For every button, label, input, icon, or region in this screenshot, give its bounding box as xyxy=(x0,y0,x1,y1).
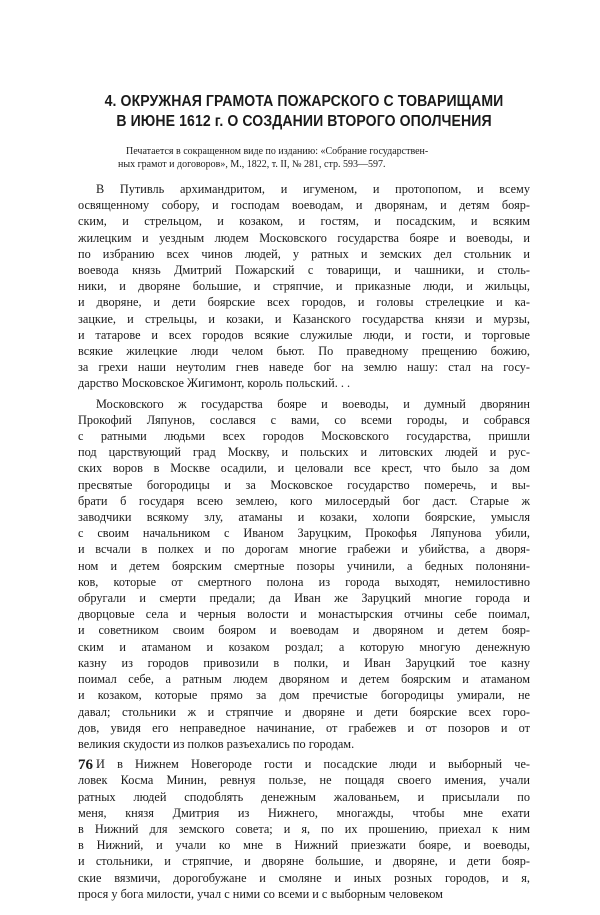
text-line: в Нижний для земского совета; и я, по их прошению, приехал к ним xyxy=(78,821,530,836)
text-line: и всчали в полкех и по дорогам многие грабежи и убийства, а дворя- xyxy=(78,542,530,557)
source-line-1: Печатается в сокращенном виде по изданию: «Собрание государствен- xyxy=(126,146,429,157)
title-line-1: 4. ОКРУЖНАЯ ГРАМОТА ПОЖАРСКОГО С ТОВАРИЩАМИ xyxy=(104,93,504,110)
text-line: Прокофий Ляпунов, сослався с вами, со всеми городы, и собрався xyxy=(78,412,530,427)
source-note xyxy=(118,146,530,171)
text-line: по избранию всех чинов людей, у ратных и земских дел стольник и xyxy=(78,246,530,261)
text-line: брати б государя всею землею, кого милосердый бог даст. Старые ж xyxy=(78,493,530,508)
text-line: давал; стольники ж и стряпчие и дворяне и дети боярские всех горо- xyxy=(78,704,530,719)
text-line: и козаком, которые прямо за дом пречистые богородицы умирали, не xyxy=(78,688,530,703)
text-line: за грехи наши неутолим гнев наведе бог на землю нашу: стал на госу- xyxy=(78,360,530,375)
text-line: пресвятые богородицы и за Московское государство померечь, и вы- xyxy=(78,477,530,492)
text-line: и дворяне, и дети боярские всех городов, и головы стрелецкие и ка- xyxy=(78,295,530,310)
text-line: в Нижний, и учали ко мне в Нижний приезжати бояре, и воеводы, xyxy=(78,838,530,853)
text-line: поимал себе, а ратным людем дворяном и детем боярским и атаманом xyxy=(78,672,530,687)
text-line: под царствующий град Москву, и польских и литовских людей и рус- xyxy=(78,445,530,460)
text-line: дворцовые села и черныя волости и монастырския отчины себе поимал, xyxy=(78,607,530,622)
title-line-2: В ИЮНЕ 1612 г. О СОЗДАНИИ ВТОРОГО ОПОЛЧЕНИЯ xyxy=(116,113,492,130)
text-line: ков, которые от смертного полона из города выходят, немилостивно xyxy=(78,574,530,589)
text-line: жилецким и уездным людем Московского государства бояре и воеводы, и xyxy=(78,230,530,245)
text-line: обругали и смерти предали; да Иван же Заруцкий многие города и xyxy=(78,591,530,606)
text-line: дарство Московское Жигимонт, король польский. . . xyxy=(78,376,351,391)
text-line: и стольники, и стряпчие, и дворяне большие, и дворяне, и дети бояр- xyxy=(78,854,530,869)
text-line: В Путивль архимандритом, и игуменом, и протопопом, и всему xyxy=(96,182,530,196)
text-line: освященному собору, и господам воеводам, и дворянам, и детям бояр- xyxy=(78,198,530,213)
text-line: с своим начальником с Иваном Заруцким, Прокофья Ляпунова убили, xyxy=(78,526,530,541)
document-page xyxy=(78,92,530,902)
paragraph xyxy=(78,756,530,902)
text-line: заводчики всякому злу, атаманы и козаки, холопи боярские, умысля xyxy=(78,510,530,525)
page-number: 76 xyxy=(78,757,93,773)
document-title xyxy=(96,92,512,132)
text-line: и советником своим бояром и воеводам и дворяном и детем бояр- xyxy=(78,623,530,638)
text-line: и татарове и всех городов всякие служилые люди, и гости, и торговые xyxy=(78,327,530,342)
text-line: ских воров в Москве осадили, и целовали все крест, что было за дом xyxy=(78,461,530,476)
text-line: великия скудости из полков разъехались по городам. xyxy=(78,736,355,751)
paragraph xyxy=(78,396,530,752)
paragraph xyxy=(78,181,530,392)
text-line: всякие жилецкие люди челом бьют. По праведному прещению божию, xyxy=(78,344,530,359)
text-line: И в Нижнем Новегороде гости и посадские люди и выборный чe- xyxy=(96,757,530,772)
text-line: меня, князя Дмитрия из Нижнего, многажды, чтобы мне ехати xyxy=(78,805,530,820)
text-line: ном и детем боярским смертные позоры учинили, а бедных полоняни- xyxy=(78,558,530,573)
text-line: ловек Косма Минин, ревнуя пользе, не пощадя своего имения, учали xyxy=(78,773,530,788)
text-line: ским и атаманом и козаком роздал; а которую многую денежную xyxy=(78,639,530,654)
text-line: Московского ж государства бояре и воеводы, и думный дворянин xyxy=(96,396,530,411)
source-line-2: ных грамот и договоров», М., 1822, т. II, № 281, стр. 593—597. xyxy=(118,158,386,170)
text-line: ники, и дворяне большие, и стряпчие, и приказные люди, и жильцы, xyxy=(78,279,530,294)
text-line: ским, и стрельцом, и козаком, и гостям, и посадским, и всяким xyxy=(78,214,530,229)
text-line: зацкие, и стрельцы, и козаки, и Казанского государства князи и мурзы, xyxy=(78,311,530,326)
text-line: казну из городов привозили в полки, и Иван Заруцкий тое казну xyxy=(78,655,530,670)
text-line: дов, увидя его неправедное начинание, от грабежев и от позоров и от xyxy=(78,720,530,735)
text-line: с ратными людьми всех городов Московского государства, пришли xyxy=(78,429,530,444)
text-line: воевода князь Дмитрий Пожарский с товарищи, и чашники, и столь- xyxy=(78,263,530,278)
text-line: ратных людей сподоблять денежным жалованьем, и присылали по xyxy=(78,789,530,804)
document-body xyxy=(78,181,530,902)
text-line: ские вязмичи, дорогобужане и смоляне и иных розных городов, и я, xyxy=(78,870,530,885)
text-line: прося у бога милости, учал с ними со всеми и с выборным человеком xyxy=(78,886,443,901)
